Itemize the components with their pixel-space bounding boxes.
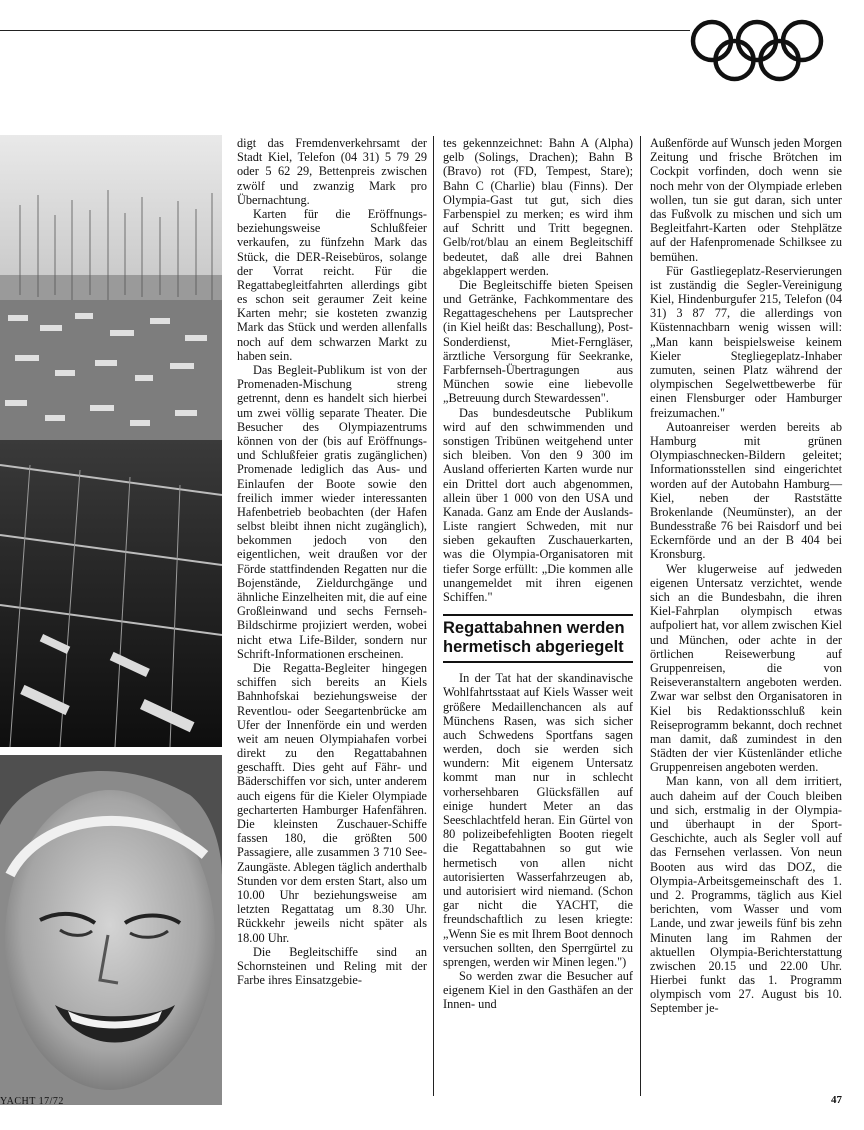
paragraph: Außenförde auf Wunsch jeden Morgen Zeitung und frische Brötchen im Cockpit vorfinden, doch wenn sie noch mehr von der Olympiade erleben wollen, tun sie gut daran, sich unter das Fußvolk zu mischen und sich um Begleitfahrt-Karten oder Stehplätze auf der Hafenpromenade Schilksee zu bemühen. bbox=[650, 136, 842, 264]
article-column-2 bbox=[443, 136, 633, 1012]
paragraph: Die Regatta-Begleiter hingegen schiffen sich bereits an Kiels Bahnhofskai beziehungsweise der Reventlou- oder Seegartenbrücke am Ufer der Innenförde ein und werden weit am neuen Olympiahafen vorbei direkt zu den Regattabahnen geschafft. Dies geht auf Fähr- und Bäderschiffen vor sich, unter anderem auch eigens für die Kieler Olympiade gecharterten Hamburger Hafenfähren. Die kleinsten Zuschauer-Schiffe fassen 180, die größten 500 Passagiere, alle zusammen 3 710 See-Zaungäste. Ablegen täglich anderthalb Stunden vor dem ersten Start, also um 10.00 Uhr beziehungsweise am letzten Regattatag um 8.30 Uhr. Rückkehr jeweils nicht später als 18.00 Uhr. bbox=[237, 660, 427, 945]
paragraph: digt das Fremdenverkehrsamt der Stadt Kiel, Telefon (04 31) 5 79 29 oder 5 62 29, Bettenpreis zwischen zwölf und zwanzig Mark pro Übernachtung. bbox=[237, 136, 427, 207]
olympic-rings-icon bbox=[688, 14, 828, 84]
article-column-1 bbox=[237, 136, 427, 987]
paragraph: Das Begleit-Publikum ist von der Promenaden-Mischung streng getrennt, denn es handelt sich hierbei um zwei völlig separate Theater. Die Besucher des Olympiazentrums können von der (bis auf Eröffnungs- und Schlußfeier gratis zugänglichen) Promenade lediglich das Aus- und Einlaufen der Boote sowie den freilich immer wieder interessanten Hafenbetrieb beobachten (der Hafen selbst bleibt ihnen nicht zugänglich), bekommen jedoch von den eigentlichen, weit draußen vor der Förde stattfindenden Regatten nur die Bojenstände, Zieldurchgänge und ähnliche Einzelheiten mit, die auf eine Großleinwand und sechs Fernseh-Bildschirme projiziert werden, wobei nicht etwa Life-Bilder, sondern nur Schrift-Informationen erscheinen. bbox=[237, 363, 427, 661]
portrait-photo bbox=[0, 755, 222, 1105]
article-column-3 bbox=[650, 136, 842, 1016]
subheading: Regattabahnen werden hermetisch abgeriegelt bbox=[443, 619, 625, 657]
issue-label: YACHT 17/72 bbox=[0, 1096, 64, 1107]
paragraph: Die Begleitschiffe sind an Schornsteinen und Reling mit der Farbe ihres Einsatzgebie- bbox=[237, 944, 427, 988]
harbor-photo bbox=[0, 135, 222, 747]
paragraph: tes gekennzeichnet: Bahn A (Alpha) gelb (Solings, Drachen); Bahn B (Bravo) rot (FD, Tempest, Stare); Bahn C (Charlie) blau (Finns). Der Olympia-Gast tut gut, sich dies Farbenspiel zu merken; es wird ihm auf Schritt und Tritt begegnen. Gelb/rot/blau an einem Begleitschiff bedeutet, daß alle drei Bahnen abgeklappert werden. bbox=[443, 136, 633, 278]
paragraph: Die Begleitschiffe bieten Speisen und Getränke, Fachkommentare des Regattageschehens per Lautsprecher (in Kiel heißt das: Beschallung), Post-Sonderdienst, Miet-Ferngläser, ärztliche Versorgung für Seekranke, Farbfernseh-Übertragungen aus München sowie eine liebevolle „Betreuung durch Stewardessen". bbox=[443, 277, 633, 406]
paragraph: In der Tat hat der skandinavische Wohlfahrtsstaat auf Kiels Wasser weit größere Medaillenchancen als auf Münchens Rasen, was sich sicher auch Schwedens Sportfans sagen werden, doch sie werden sich wundern: Mit eigenem Untersatz kommt man nur in schlecht vorhersehbaren Glücksfällen auf einige hundert Meter an das Seeschlachtfeld heran. Ein Gürtel von 80 polizeibefehligten Booten riegelt die Regattabahnen so gut wie hermetisch von allen nicht autorisierten Wasserfahrzeugen ab, und autorisiert wird niemand. (Schon gar nicht die YACHT, die freundschaftlich zu lesen kriegte: „Wenn Sie es mit Ihrem Boot dennoch versuchen sollten, den Sperrgürtel zu sprengen, werden wir Minen legen.") bbox=[443, 671, 633, 969]
paragraph: So werden zwar die Besucher auf eigenem Kiel in den Gasthäfen an der Innen- und bbox=[443, 969, 633, 1012]
top-rule bbox=[0, 30, 690, 31]
paragraph: Karten für die Eröffnungs- beziehungsweise Schlußfeier verkaufen, zu fünfzehn Mark das Stück, die DER-Reisebüros, solange der Vorrat reicht. Für die Regattabegleitfahrten allerdings gibt es schon seit geraumer Zeit keine Karten mehr; sie kosteten zwanzig Mark das Stück und werden allenfalls noch auf dem schwarzen Markt zu haben sein. bbox=[237, 206, 427, 363]
paragraph: Für Gastliegeplatz-Reservierungen ist zuständig die Segler-Vereinigung Kiel, Hindenburgufer 215, Telefon (04 31) 3 87 77, die allerdings von Küstennachbarn wenig wissen will: „Man kann beispielsweise keinem Kieler Stegliegeplatz-Inhaber zumuten, seinen Platz während der olympischen Segelwettbewerbe für einen Flensburger oder Hamburger freizumachen." bbox=[650, 263, 842, 420]
column-rule-1 bbox=[433, 136, 434, 1096]
paragraph: Autoanreiser werden bereits ab Hamburg mit grünen Olympiaschnecken-Bildern geleitet; Informationsstellen sind eingerichtet worden auf der Autobahn Hamburg—Kiel, neben der Raststätte Brokenlande (Neumünster), an der Bundesstraße 76 bei Raisdorf und bei Eckernförde und an der B 404 bei Kronsburg. bbox=[650, 419, 842, 562]
subheading-box bbox=[443, 614, 633, 663]
paragraph: Wer klugerweise auf jedweden eigenen Untersatz verzichtet, wende sich an die Bundesbahn, die ihren Kiel-Fahrplan olympisch etwas aufpoliert hat, vor allem zwischen Kiel und München, oder achte in der örtlichen Reisewerbung auf Gruppenreisen, die von Reiseveranstaltern angeboten werden. Zwar war selbst den Organisatoren in Kiel bis Redaktionsschluß kein Reiseprogramm bekannt, doch rechnet man damit, daß zumindest in den Städten der vier Küstenländer etliche Gruppenreisen angeboten werden. bbox=[650, 561, 842, 775]
paragraph: Man kann, von all dem irritiert, auch daheim auf der Couch bleiben und sich, erstmalig in der Olympia- und überhaupt in der Sport-Geschichte, auch als Segler voll auf das Fernsehen verlassen. Von neun Booten aus wird das DOZ, die Olympia-Arbeitsgemeinschaft des 1. und 2. Programms, täglich aus Kiel berichten, vom Wasser und vom Lande, und zwar jeweils fünf bis zehn Minuten lang im Rahmen der aktuellen Olympia-Berichterstattung zwischen 20.15 und 22.00 Uhr. Hierbei funkt das 1. Programm olympisch vom 27. August bis 10. September je- bbox=[650, 774, 842, 1016]
column-rule-2 bbox=[640, 136, 641, 1096]
page-number: 47 bbox=[831, 1094, 842, 1106]
paragraph: Das bundesdeutsche Publikum wird auf den schwimmenden und sonstigen Tribünen weitgehend unter sich bleiben. Von den 9 300 im Ausland offerierten Karten wurde nur ein Drittel dort auch abgenommen, allein über 1 000 von den USA und Kanada. Ganz am Ende der Auslands-Liste rangiert Schweden, mit nur sieben gekauften Zuschauerkarten, was die Olympia-Organisatoren mit tiefer Sorge erfüllt: „Die kommen alle unangemeldet mit ihren eigenen Schiffen." bbox=[443, 405, 633, 604]
